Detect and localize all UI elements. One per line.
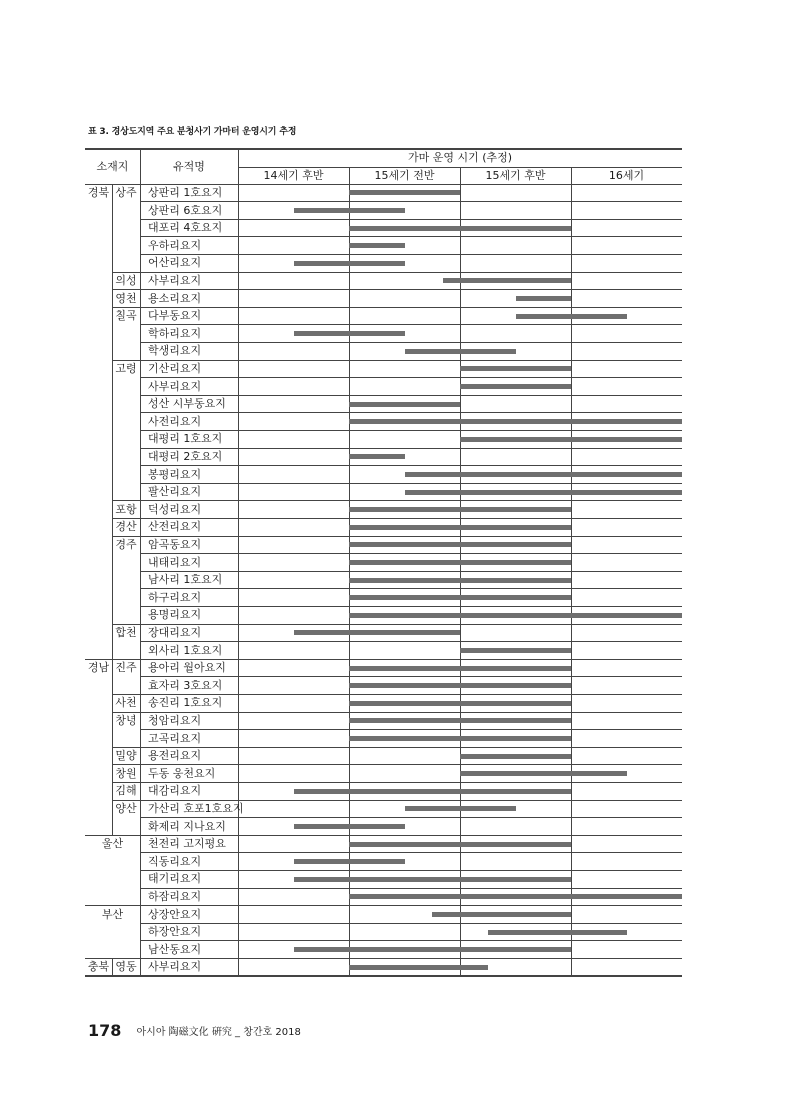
city-label: 창원 — [115, 766, 137, 780]
city-label: 사천 — [115, 696, 137, 710]
period-bar — [405, 472, 683, 477]
site-name: 두동 웅천요지 — [148, 766, 216, 780]
city-label: 경산 — [115, 520, 137, 534]
city-label: 포항 — [115, 502, 137, 516]
period-header: 14세기 후반 — [263, 169, 324, 182]
site-name: 용명리요지 — [148, 608, 202, 622]
site-name: 대포리 4호요지 — [148, 221, 223, 235]
site-name: 장대리요지 — [148, 626, 202, 639]
period-bar — [405, 806, 516, 811]
site-name: 어산리요지 — [148, 256, 202, 270]
site-name: 팔산리요지 — [148, 485, 202, 499]
site-name: 기산리요지 — [148, 362, 202, 375]
period-bar — [294, 824, 405, 829]
page-footer — [88, 1020, 301, 1040]
period-bar — [349, 243, 405, 248]
period-bar — [294, 789, 572, 794]
period-bar — [294, 947, 572, 952]
site-name: 학생리요지 — [148, 344, 202, 358]
period-bar — [349, 842, 571, 847]
period-bar — [460, 648, 571, 653]
period-bar — [349, 190, 460, 195]
header-period-title: 가마 운영 시기 (추정) — [407, 151, 513, 164]
period-bar — [349, 894, 682, 899]
site-name: 남산동요지 — [148, 942, 202, 956]
period-header: 16세기 — [608, 169, 645, 182]
period-bar — [432, 912, 571, 917]
period-bar — [405, 349, 516, 354]
site-name: 사부리요지 — [148, 274, 202, 287]
city-label: 칠곡 — [115, 309, 137, 323]
period-bar — [349, 578, 571, 583]
site-name: 내태리요지 — [148, 555, 202, 569]
period-bar — [349, 402, 460, 407]
header-location: 소재지 — [96, 160, 129, 173]
period-bar — [349, 701, 571, 706]
city-label: 경주 — [115, 538, 137, 551]
period-bar — [349, 560, 571, 565]
period-bar — [294, 877, 572, 882]
province-label: 경남 — [87, 661, 110, 675]
site-name: 사전리요지 — [148, 414, 202, 428]
period-bar — [405, 490, 683, 495]
site-name: 남사리 1호요지 — [148, 573, 223, 587]
province-label: 울산 — [101, 837, 124, 851]
site-name: 하구리요지 — [148, 590, 202, 604]
period-bar — [460, 437, 682, 442]
site-name: 천전리 고지평요 — [148, 837, 226, 851]
site-name: 용아리 월아요지 — [148, 661, 226, 675]
site-name: 상판리 1호요지 — [148, 186, 223, 199]
city-label: 영동 — [115, 960, 137, 974]
period-bar — [443, 278, 571, 283]
period-bar — [460, 771, 627, 776]
site-name: 상장안요지 — [148, 907, 202, 921]
city-label: 밀양 — [115, 749, 137, 763]
table-top-rule — [85, 148, 682, 150]
period-bar — [349, 736, 571, 741]
period-header: 15세기 후반 — [485, 169, 546, 182]
site-name: 봉평리요지 — [148, 467, 202, 481]
site-name: 고곡리요지 — [148, 731, 202, 745]
period-bar — [349, 542, 571, 547]
period-bar — [349, 718, 571, 723]
site-name: 상판리 6호요지 — [148, 203, 223, 217]
period-bar — [516, 314, 627, 319]
header-site-name: 유적명 — [173, 160, 205, 173]
site-name: 화제리 지나요지 — [148, 819, 226, 833]
period-bar — [349, 419, 682, 424]
period-bar — [349, 613, 682, 618]
period-bar — [460, 754, 571, 759]
city-label: 창녕 — [115, 714, 137, 727]
period-bar — [349, 666, 571, 671]
period-bar — [294, 630, 461, 635]
period-bar — [349, 226, 571, 231]
city-label: 합천 — [115, 626, 137, 639]
city-label: 진주 — [115, 661, 137, 675]
site-name: 직동리요지 — [148, 854, 202, 868]
period-bar — [516, 296, 572, 301]
table-caption: 표 3. 경상도지역 주요 분청사기 가마터 운영시기 추정 — [88, 127, 297, 137]
site-name: 청암리요지 — [148, 714, 202, 727]
city-label: 양산 — [115, 802, 137, 815]
period-bar — [460, 366, 571, 371]
period-bar — [349, 454, 405, 459]
site-name: 사부리요지 — [148, 379, 202, 393]
site-name: 대평리 2호요지 — [148, 450, 223, 463]
journal-name: 아시아 陶磁文化 硏究 _ 창간호 2018 — [136, 1027, 301, 1038]
site-name: 태기리요지 — [148, 872, 202, 886]
province-label: 충북 — [87, 960, 110, 974]
site-name: 산전리요지 — [148, 520, 202, 534]
city-label: 고령 — [115, 362, 137, 375]
kiln-operation-table — [85, 0, 682, 980]
period-bar — [349, 595, 571, 600]
site-name: 대감리요지 — [148, 784, 202, 798]
header-divider — [238, 167, 682, 168]
city-label: 의성 — [115, 274, 137, 287]
site-name: 학하리요지 — [148, 326, 202, 340]
site-name: 효자리 3호요지 — [148, 678, 223, 692]
period-bar — [294, 859, 405, 864]
period-bar — [349, 507, 571, 512]
province-label: 경북 — [87, 186, 110, 199]
period-bar — [460, 384, 571, 389]
site-name: 송진리 1호요지 — [148, 696, 223, 710]
site-name: 하장안요지 — [148, 925, 202, 939]
page-number: 178 — [88, 1021, 122, 1040]
city-label: 상주 — [115, 186, 137, 199]
site-name: 다부동요지 — [148, 309, 202, 323]
site-name: 암곡동요지 — [148, 538, 202, 551]
province-label: 부산 — [101, 907, 124, 921]
city-label: 영천 — [115, 291, 137, 305]
period-bar — [349, 525, 571, 530]
site-name: 가산리 호포1호요지 — [148, 802, 244, 815]
site-name: 외사리 1호요지 — [148, 643, 223, 657]
site-name: 우하리요지 — [148, 238, 202, 252]
site-name: 대평리 1호요지 — [148, 432, 223, 446]
period-bar — [294, 261, 405, 266]
period-bar — [294, 331, 405, 336]
site-name: 용전리요지 — [148, 749, 202, 763]
site-name: 하잠리요지 — [148, 890, 202, 903]
period-bar — [294, 208, 405, 213]
period-bar — [349, 683, 571, 688]
city-divider — [112, 184, 113, 659]
period-bar — [349, 965, 488, 970]
site-name: 성산 시부동요지 — [148, 397, 226, 411]
site-name: 사부리요지 — [148, 960, 202, 974]
site-name: 덕성리요지 — [148, 502, 202, 516]
period-bar — [488, 930, 627, 935]
period-header: 15세기 전반 — [374, 169, 435, 182]
site-name: 용소리요지 — [148, 291, 202, 305]
city-label: 김해 — [115, 784, 137, 798]
